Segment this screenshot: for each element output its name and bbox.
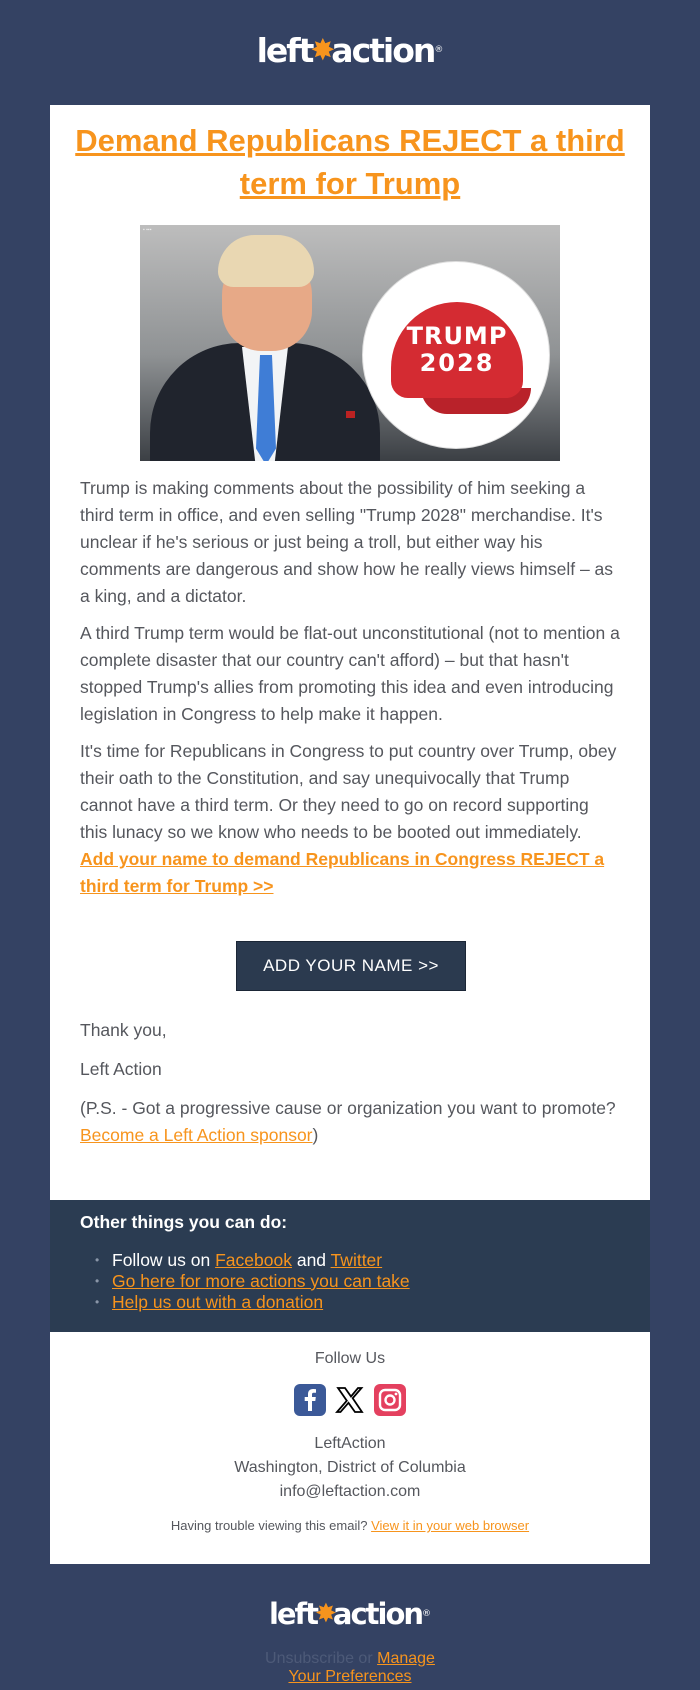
ps-prefix: (P.S. - Got a progressive cause or organization you want to promote?	[80, 1098, 616, 1118]
burst-icon: ✸	[310, 32, 334, 68]
signature-name: Left Action	[80, 1059, 162, 1079]
headline-link[interactable]: Demand Republicans REJECT a third term for Trump	[75, 123, 625, 201]
hero-image[interactable]	[140, 225, 560, 461]
and-text: and	[291, 1250, 331, 1270]
other-actions-title: Other things you can do:	[80, 1212, 288, 1232]
ps-suffix: )	[312, 1125, 319, 1145]
logo-footer-word-right: action	[332, 1597, 423, 1631]
list-item-more-actions	[112, 1271, 410, 1292]
footer	[50, 1332, 650, 1564]
list-item-follow	[112, 1250, 410, 1271]
cap-photo-circle	[362, 261, 550, 449]
logo-word-left: left	[256, 30, 313, 70]
follow-us-label: Follow Us	[314, 1350, 386, 1367]
org-name: LeftAction	[314, 1435, 386, 1452]
social-icons	[50, 1384, 650, 1416]
org-email: info@leftaction.com	[279, 1483, 421, 1500]
unsubscribe-block	[0, 1650, 700, 1686]
email-card	[50, 105, 650, 1200]
photo-credit-mark: ▪ ▪▪▪	[143, 227, 152, 233]
org-location: Washington, District of Columbia	[234, 1459, 466, 1476]
cap-credit-mark: ▪▪▪▪▪	[527, 417, 535, 422]
signoff	[80, 1017, 620, 1161]
manage-link[interactable]: Manage	[377, 1650, 435, 1667]
burst-icon-footer: ✸	[315, 1599, 335, 1629]
x-icon[interactable]	[334, 1384, 366, 1416]
logo-word-right: action	[331, 30, 435, 70]
or-text: or	[353, 1650, 378, 1667]
donation-link[interactable]: Help us out with a donation	[112, 1292, 324, 1312]
paragraph-3	[80, 738, 620, 900]
facebook-link[interactable]: Facebook	[215, 1250, 292, 1270]
logo-footer-word-left: left	[268, 1597, 318, 1631]
ps-text	[80, 1095, 620, 1149]
left-action-logo	[0, 28, 700, 72]
more-actions-link[interactable]: Go here for more actions you can take	[112, 1271, 410, 1291]
twitter-link[interactable]: Twitter	[330, 1250, 383, 1270]
trouble-viewing	[50, 1518, 650, 1533]
view-in-browser-link[interactable]: View it in your web browser	[371, 1518, 530, 1533]
list-item-donation	[112, 1292, 410, 1313]
add-your-name-button[interactable]: ADD YOUR NAME >>	[236, 941, 466, 991]
other-actions-panel	[50, 1200, 650, 1332]
registered-mark: ®	[434, 45, 444, 55]
registered-mark-footer: ®	[422, 1609, 432, 1619]
paragraph-3-text: It's time for Republicans in Congress to put country over Trump, obey their oath to the Constitution, and say unequivocally that Trump cannot have a third term. Or they need to go on record supporting this lunacy so we know who needs to be booted out immediately.	[80, 741, 617, 842]
paragraph-1: Trump is making comments about the possibility of him seeking a third term in office, and even selling "Trump 2028" merchandise. It's unclear if he's serious or just being a troll, but either way his comments are dangerous and show how he really views himself – as a king, and a dictator.	[80, 478, 614, 606]
unsubscribe-link[interactable]: Unsubscribe	[265, 1650, 354, 1667]
preferences-link[interactable]: Your Preferences	[288, 1668, 412, 1685]
paragraph-2: A third Trump term would be flat-out unconstitutional (not to mention a complete disaster that our country can't afford) – but that hasn't stopped Trump's allies from promoting this idea and even introducing legislation in Congress to help make it happen.	[80, 623, 620, 724]
instagram-icon[interactable]	[374, 1384, 406, 1416]
left-action-logo-footer	[0, 1594, 700, 1634]
address-block	[50, 1432, 650, 1504]
other-actions-list	[80, 1250, 410, 1313]
facebook-icon[interactable]	[294, 1384, 326, 1416]
red-cap	[391, 302, 523, 398]
cap-text-line1: TRUMP	[406, 322, 508, 350]
thanks-text: Thank you,	[80, 1020, 167, 1040]
flag-pin	[346, 411, 355, 418]
follow-prefix: Follow us on	[112, 1250, 216, 1270]
add-name-inline-link[interactable]: Add your name to demand Republicans in Congress REJECT a third term for Trump >>	[80, 849, 605, 896]
cap-text-line2: 2028	[419, 349, 495, 377]
sponsor-link[interactable]: Become a Left Action sponsor	[80, 1125, 313, 1145]
body-copy	[80, 475, 620, 910]
hair-shape	[218, 235, 314, 287]
trouble-prefix: Having trouble viewing this email?	[170, 1518, 372, 1533]
